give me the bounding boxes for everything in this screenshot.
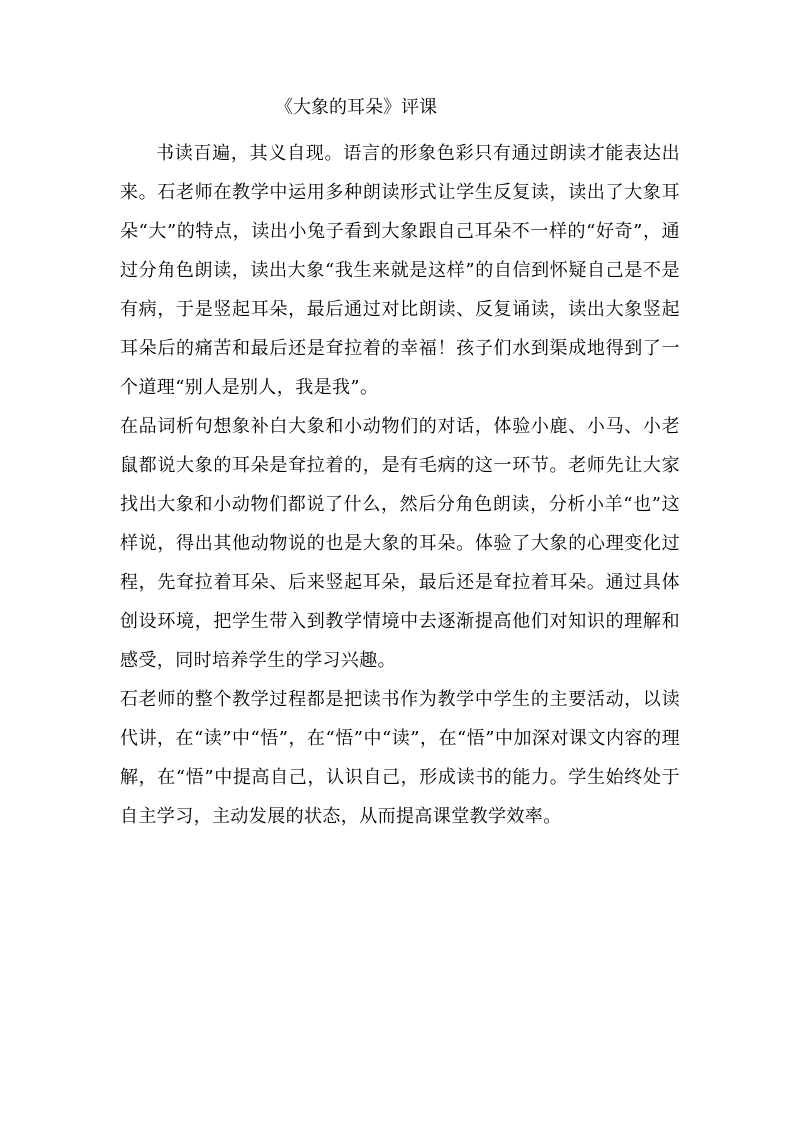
paragraph-2: 在品词析句想象补白大象和小动物们的对话，体验小鹿、小马、小老鼠都说大象的耳朵是耷拉着的，是有毛病的这一环节。老师先让大家找出大象和小动物们都说了什么，然后分角色朗读，分析小羊“也”这样说，得出其他动物说的也是大象的耳朵。体验了大象的心理变化过程，先耷拉着耳朵、后来竖起耳朵，最后还是耷拉着耳朵。通过具体创设环境，把学生带入到教学情境中去逐渐提高他们对知识的理解和感受，同时培养学生的学习兴趣。 xyxy=(120,416,680,671)
document-page xyxy=(120,92,680,836)
document-title: 《大象的耳朵》评课 xyxy=(275,97,437,118)
paragraph-3: 石老师的整个教学过程都是把读书作为教学中学生的主要活动，以读代讲，在“读”中“悟”，在“悟”中“读”，在“悟”中加深对课文内容的理解，在“悟”中提高自己，认识自己，形成读书的能力。学生始终处于自主学习，主动发展的状态，从而提高课堂教学效率。 xyxy=(120,689,680,827)
paragraph-1: 书读百遍，其义自现。语言的形象色彩只有通过朗读才能表达出来。石老师在教学中运用多种朗读形式让学生反复读，读出了大象耳朵“大”的特点，读出小兔子看到大象跟自己耳朵不一样的“好奇”，通过分角色朗读，读出大象“我生来就是这样”的自信到怀疑自己是不是有病，于是竖起耳朵，最后通过对比朗读、反复诵读，读出大象竖起耳朵后的痛苦和最后还是耷拉着的幸福！孩子们水到渠成地得到了一个道理“别人是别人，我是我”。 xyxy=(120,143,680,398)
